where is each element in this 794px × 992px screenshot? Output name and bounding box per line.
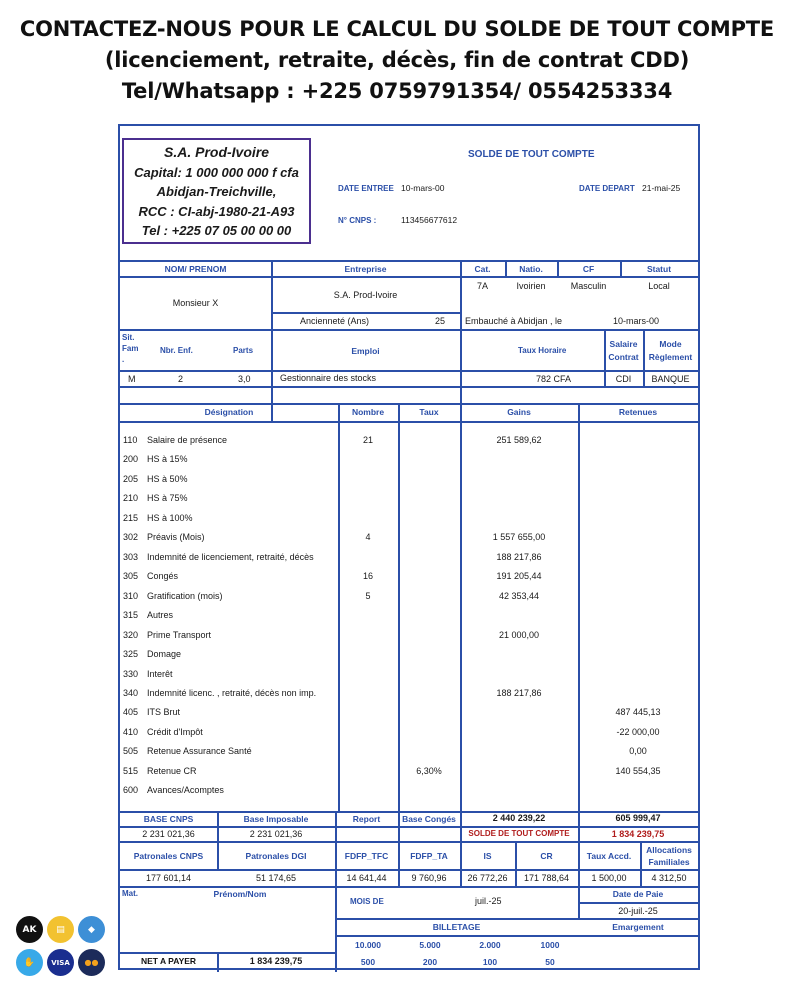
line-gains: 21 000,00 <box>498 630 540 640</box>
line-label: Congés <box>147 571 179 581</box>
line-gains: 188 217,86 <box>496 552 542 562</box>
total-gains: 2 440 239,22 <box>492 813 546 823</box>
line-label: Autres <box>147 610 174 620</box>
billetage-value: 50 <box>545 957 555 967</box>
embauche-value: 10-mars-00 <box>613 316 660 326</box>
header-cat: Cat. <box>474 264 491 274</box>
header-taux-accd: Taux Accd. <box>586 851 632 861</box>
header-statut: Statut <box>646 264 672 274</box>
anciennete-value: 25 <box>435 316 446 326</box>
company-capital: Capital: 1 000 000 000 f cfa <box>134 164 299 180</box>
line-code: 305 <box>123 571 139 581</box>
contrat-value: CDI <box>615 374 632 384</box>
header-mat: Mat. <box>122 889 138 898</box>
allocations-value: 4 312,50 <box>651 873 687 883</box>
billetage-value: 500 <box>360 957 376 967</box>
company-name: S.A. Prod-Ivoire <box>163 144 270 160</box>
header-salaire-contrat <box>604 338 643 364</box>
line-label: Indemnité licenc. , retraité, décès non imp. <box>147 688 317 698</box>
line-label: Préavis (Mois) <box>147 532 205 542</box>
header-pat-dgi: Patronales DGI <box>245 851 307 861</box>
mastercard-icon: ●● <box>78 949 105 976</box>
line-code: 505 <box>123 746 139 756</box>
base-cnps-value: 2 231 021,36 <box>142 829 195 839</box>
billetage-value: 5.000 <box>419 940 441 950</box>
pay-slip-document <box>118 124 700 970</box>
nbr-enf-value: 2 <box>178 374 184 384</box>
line-gains: 191 205,44 <box>496 571 542 581</box>
header-sit-fam <box>122 332 138 365</box>
line-code: 330 <box>123 669 139 679</box>
header-allocations <box>640 844 698 868</box>
anciennete-label: Ancienneté (Ans) <box>300 316 370 326</box>
line-code: 410 <box>123 727 139 737</box>
line-retenues: -22 000,00 <box>616 727 660 737</box>
employee-natio: Ivoirien <box>516 281 546 291</box>
taux-accd-value: 1 500,00 <box>591 873 627 883</box>
fdfp-tfc-value: 14 641,44 <box>346 873 387 883</box>
line-nombre: 4 <box>365 532 371 542</box>
line-code: 110 <box>123 435 138 445</box>
header-natio: Natio. <box>519 264 543 274</box>
header-cf: CF <box>582 264 595 274</box>
col-gains: Gains <box>507 407 531 417</box>
line-code: 320 <box>123 630 139 640</box>
line-code: 405 <box>123 707 139 717</box>
line-nombre: 5 <box>365 591 371 601</box>
hand-icon: ✋ <box>16 949 43 976</box>
net-a-payer-value: 1 834 239,75 <box>249 956 303 966</box>
line-label: Salaire de présence <box>147 435 228 445</box>
line-gains: 251 589,62 <box>496 435 542 445</box>
line-nombre: 21 <box>362 435 373 445</box>
visa-icon: VISA <box>47 949 74 976</box>
header-taux-horaire: Taux Horaire <box>518 346 567 355</box>
line-label: Gratification (mois) <box>147 591 223 601</box>
date-entree-label: DATE ENTREE <box>338 184 394 193</box>
salaire-line-2: Contrat <box>608 352 639 362</box>
pat-dgi-value: 51 174,65 <box>255 873 297 883</box>
solde-label: SOLDE DE TOUT COMPTE <box>468 829 570 838</box>
sit-fam-line-3: . <box>122 355 125 364</box>
billetage-value: 200 <box>422 957 438 967</box>
line-code: 210 <box>123 493 139 503</box>
header-cr: CR <box>540 851 553 861</box>
emploi-value: Gestionnaire des stocks <box>280 373 377 383</box>
line-code: 205 <box>123 474 139 484</box>
header-base-conges: Base Congés <box>402 814 456 824</box>
line-label: Crédit d'Impôt <box>147 727 203 737</box>
line-label: Interêt <box>147 669 173 679</box>
header-prenom-nom: Prénom/Nom <box>213 889 267 899</box>
cnps-value: 113456677612 <box>401 215 458 225</box>
company-address: Abidjan-Treichville, <box>156 184 277 199</box>
header-fdfp-tfc: FDFP_TFC <box>344 851 389 861</box>
cnps-label: N° CNPS : <box>338 216 377 225</box>
banner-line-1: CONTACTEZ-NOUS POUR LE CALCUL DU SOLDE DE TOUT COMPTE <box>19 17 775 41</box>
date-paie-value: 20-juil.-25 <box>618 906 658 916</box>
banner-line-2: (licenciement, retraite, décès, fin de contrat CDD) <box>104 48 690 72</box>
line-code: 303 <box>123 552 139 562</box>
company-tel: Tel : +225 07 05 00 00 00 <box>141 223 292 238</box>
banner-line-3: Tel/Whatsapp : +225 0759791354/ 0554253334 <box>121 79 673 103</box>
line-code: 325 <box>123 649 139 659</box>
col-nombre: Nombre <box>351 407 385 417</box>
header-base-imposable: Base Imposable <box>243 814 309 824</box>
date-depart-value: 21-mai-25 <box>642 183 681 193</box>
pat-cnps-value: 177 601,14 <box>145 873 192 883</box>
header-fdfp-ta: FDFP_TA <box>410 851 448 861</box>
line-retenues: 140 554,35 <box>615 766 661 776</box>
solde-value: 1 834 239,75 <box>611 829 665 839</box>
emargement-label: Emargement <box>612 922 664 932</box>
line-label: ITS Brut <box>147 707 181 717</box>
line-label: Prime Transport <box>147 630 212 640</box>
company-rcc: RCC : CI-abj-1980-21-A93 <box>138 203 295 219</box>
col-designation: Désignation <box>204 407 254 417</box>
header-mode-reglement <box>643 338 698 364</box>
line-code: 515 <box>123 766 139 776</box>
alloc-line-2: Familiales <box>648 857 690 867</box>
is-value: 26 772,26 <box>467 873 508 883</box>
header-parts: Parts <box>233 346 254 355</box>
header-nom-prenom: NOM/ PRENOM <box>164 264 227 274</box>
line-code: 340 <box>123 688 139 698</box>
header-is: IS <box>483 851 492 861</box>
billetage-value: 10.000 <box>355 940 381 950</box>
date-entree-value: 10-mars-00 <box>401 183 445 193</box>
wallet-icon: ◆ <box>78 916 105 943</box>
billetage-value: 100 <box>482 957 498 967</box>
embauche-label: Embauché à Abidjan , le <box>465 316 563 326</box>
line-code: 600 <box>123 785 139 795</box>
line-retenues: 487 445,13 <box>615 707 661 717</box>
app-logo-icon: AK <box>16 916 43 943</box>
header-report: Report <box>352 814 381 824</box>
promo-banner <box>0 0 794 107</box>
alloc-line-1: Allocations <box>646 845 692 855</box>
employee-cf: Masculin <box>570 281 607 291</box>
mode-value: BANQUE <box>651 374 690 384</box>
total-retenues: 605 999,47 <box>615 813 661 823</box>
col-taux: Taux <box>419 407 439 417</box>
header-entreprise: Entreprise <box>344 264 387 274</box>
salaire-line-1: Salaire <box>609 339 638 349</box>
line-gains: 1 557 655,00 <box>492 532 546 542</box>
billetage-label: BILLETAGE <box>432 922 481 932</box>
sit-fam-line-1: Sit. <box>122 333 135 342</box>
sit-fam-value: M <box>128 374 136 384</box>
line-code: 215 <box>123 513 139 523</box>
header-emploi: Emploi <box>351 346 380 356</box>
line-label: HS à 75% <box>147 493 188 503</box>
employee-cat: 7A <box>476 281 488 291</box>
line-label: HS à 15% <box>147 454 188 464</box>
mode-line-1: Mode <box>659 339 682 349</box>
employee-name: Monsieur X <box>172 298 219 308</box>
company-box <box>122 138 311 244</box>
line-label: Indemnité de licenciement, retraité, décès <box>147 552 314 562</box>
line-label: HS à 100% <box>147 513 193 523</box>
line-nombre: 16 <box>362 571 373 581</box>
line-code: 315 <box>123 610 139 620</box>
line-code: 302 <box>123 532 139 542</box>
header-pat-cnps: Patronales CNPS <box>133 851 204 861</box>
line-taux: 6,30% <box>416 766 442 776</box>
line-gains: 42 353,44 <box>498 591 540 601</box>
employee-company: S.A. Prod-Ivoire <box>333 290 398 300</box>
header-nbr-enf: Nbr. Enf. <box>160 346 193 355</box>
line-label: Domage <box>147 649 182 659</box>
line-label: Retenue Assurance Santé <box>147 746 252 756</box>
document-title: SOLDE DE TOUT COMPTE <box>468 149 595 160</box>
mode-line-2: Règlement <box>648 352 693 362</box>
taux-horaire-value: 782 CFA <box>536 374 572 384</box>
line-code: 310 <box>123 591 139 601</box>
date-depart-label: DATE DEPART <box>579 184 635 193</box>
net-a-payer-label: NET A PAYER <box>140 956 197 966</box>
line-label: HS à 50% <box>147 474 188 484</box>
parts-value: 3,0 <box>238 374 251 384</box>
line-label: Avances/Acomptes <box>147 785 224 795</box>
billetage-value: 2.000 <box>479 940 501 950</box>
card-yellow-icon: ▤ <box>47 916 74 943</box>
sit-fam-line-2: Fam <box>122 344 139 353</box>
cr-value: 171 788,64 <box>523 873 570 883</box>
line-code: 200 <box>123 454 139 464</box>
billetage-value: 1000 <box>540 940 560 950</box>
header-base-cnps: BASE CNPS <box>143 814 194 824</box>
line-gains: 188 217,86 <box>496 688 542 698</box>
mois-de-label: MOIS DE <box>350 897 384 906</box>
mois-de-value: juil.-25 <box>475 896 502 906</box>
base-imposable-value: 2 231 021,36 <box>249 829 303 839</box>
date-paie-label: Date de Paie <box>612 889 664 899</box>
employee-statut: Local <box>648 281 670 291</box>
line-label: Retenue CR <box>147 766 197 776</box>
line-retenues: 0,00 <box>629 746 647 756</box>
fdfp-ta-value: 9 760,96 <box>411 873 447 883</box>
col-retenues: Retenues <box>618 407 658 417</box>
